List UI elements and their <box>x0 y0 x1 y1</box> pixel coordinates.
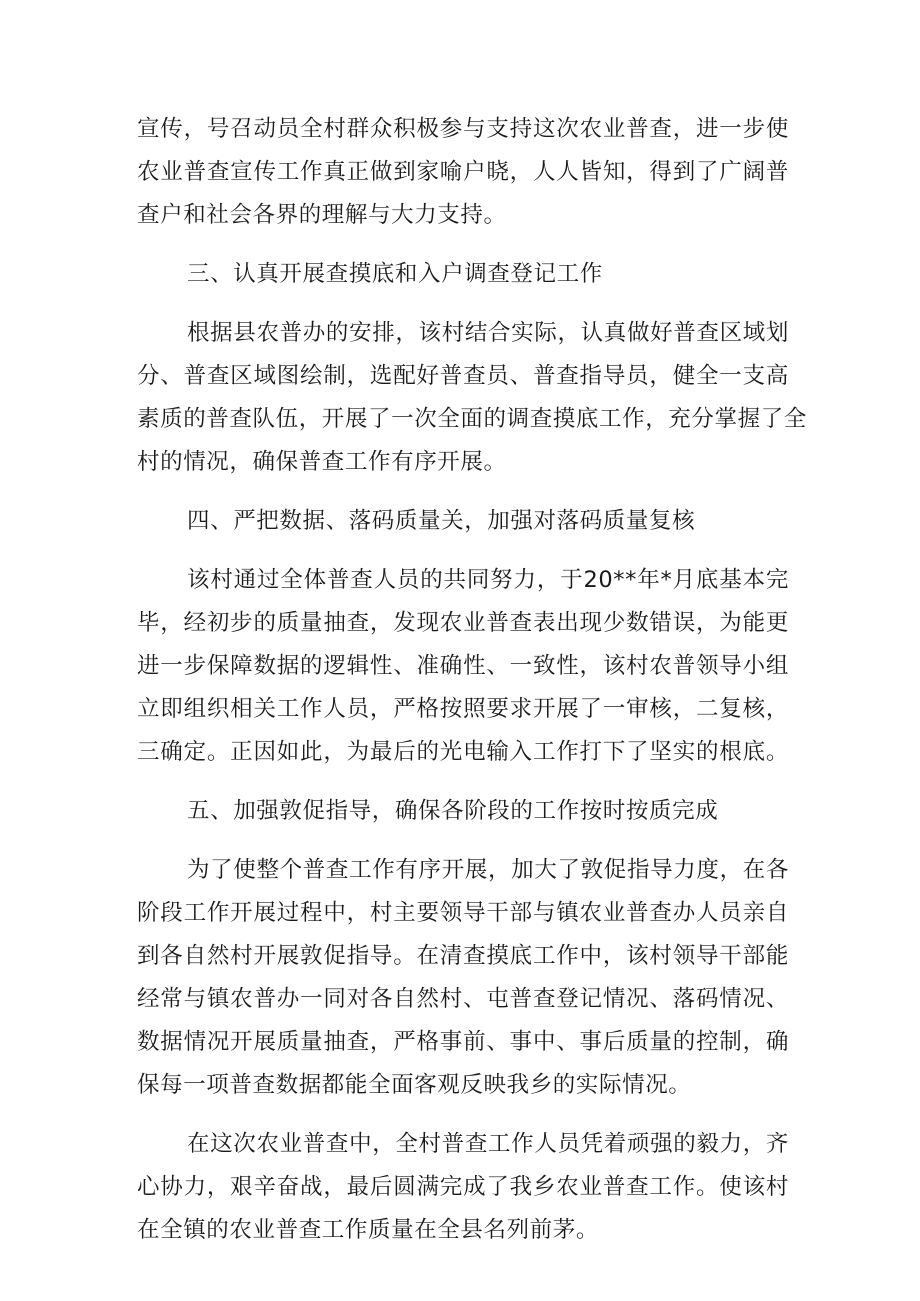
text-line: 阶段工作开展过程中，村主要领导干部与镇农业普查办人员亲自 <box>137 900 789 926</box>
section-heading <box>137 500 789 543</box>
body-paragraph <box>137 108 789 237</box>
text-line: 数据情况开展质量抽查，严格事前、事中、事后质量的控制，确 <box>137 1029 789 1055</box>
section-heading <box>137 790 789 833</box>
heading-line: 四、严把数据、落码质量关，加强对落码质量复核 <box>187 508 696 534</box>
text-line: 素质的普查队伍，开展了一次全面的调查摸底工作，充分掌握了全 <box>137 406 807 432</box>
heading-line: 三、认真开展查摸底和入户调查登记工作 <box>187 261 603 287</box>
body-paragraph <box>137 559 789 774</box>
text-line: 进一步保障数据的逻辑性、准确性、一致性，该村农普领导小组 <box>137 653 789 679</box>
text-line: 经常与镇农普办一同对各自然村、屯普查登记情况、落码情况、 <box>137 986 789 1012</box>
body-paragraph <box>137 1123 789 1252</box>
body-paragraph <box>137 849 789 1107</box>
text-line: 宣传，号召动员全村群众积极参与支持这次农业普查，进一步使 <box>137 116 789 142</box>
body-paragraph <box>137 312 807 484</box>
text-line: 村的情况，确保普查工作有序开展。 <box>137 449 507 475</box>
text-line: 该村通过全体普查人员的共同努力，于20**年*月底基本完 <box>187 567 789 593</box>
text-line: 心协力，艰辛奋战，最后圆满完成了我乡农业普查工作。使该村 <box>137 1174 789 1200</box>
heading-line: 五、加强敦促指导，确保各阶段的工作按时按质完成 <box>187 798 719 824</box>
text-line: 在这次农业普查中，全村普查工作人员凭着顽强的毅力，齐 <box>187 1131 789 1157</box>
text-line: 毕，经初步的质量抽查，发现农业普查表出现少数错误，为能更 <box>137 610 789 636</box>
text-line: 到各自然村开展敦促指导。在清查摸底工作中，该村领导干部能 <box>137 943 789 969</box>
document-page <box>137 108 807 1252</box>
section-heading <box>137 253 789 296</box>
text-line: 在全镇的农业普查工作质量在全县名列前茅。 <box>137 1217 600 1243</box>
text-line: 三确定。正因如此，为最后的光电输入工作打下了坚实的根底。 <box>137 739 789 765</box>
text-line: 为了使整个普查工作有序开展，加大了敦促指导力度，在各 <box>187 857 789 883</box>
text-line: 根据县农普办的安排，该村结合实际，认真做好普查区域划 <box>187 320 789 346</box>
text-line: 保每一项普查数据都能全面客观反映我乡的实际情况。 <box>137 1072 692 1098</box>
text-line: 查户和社会各界的理解与大力支持。 <box>137 202 507 228</box>
text-line: 立即组织相关工作人员，严格按照要求开展了一审核，二复核， <box>137 696 789 722</box>
text-line: 农业普查宣传工作真正做到家喻户晓，人人皆知，得到了广阔普 <box>137 159 789 185</box>
text-line: 分、普查区域图绘制，选配好普查员、普查指导员，健全一支高 <box>137 363 789 389</box>
